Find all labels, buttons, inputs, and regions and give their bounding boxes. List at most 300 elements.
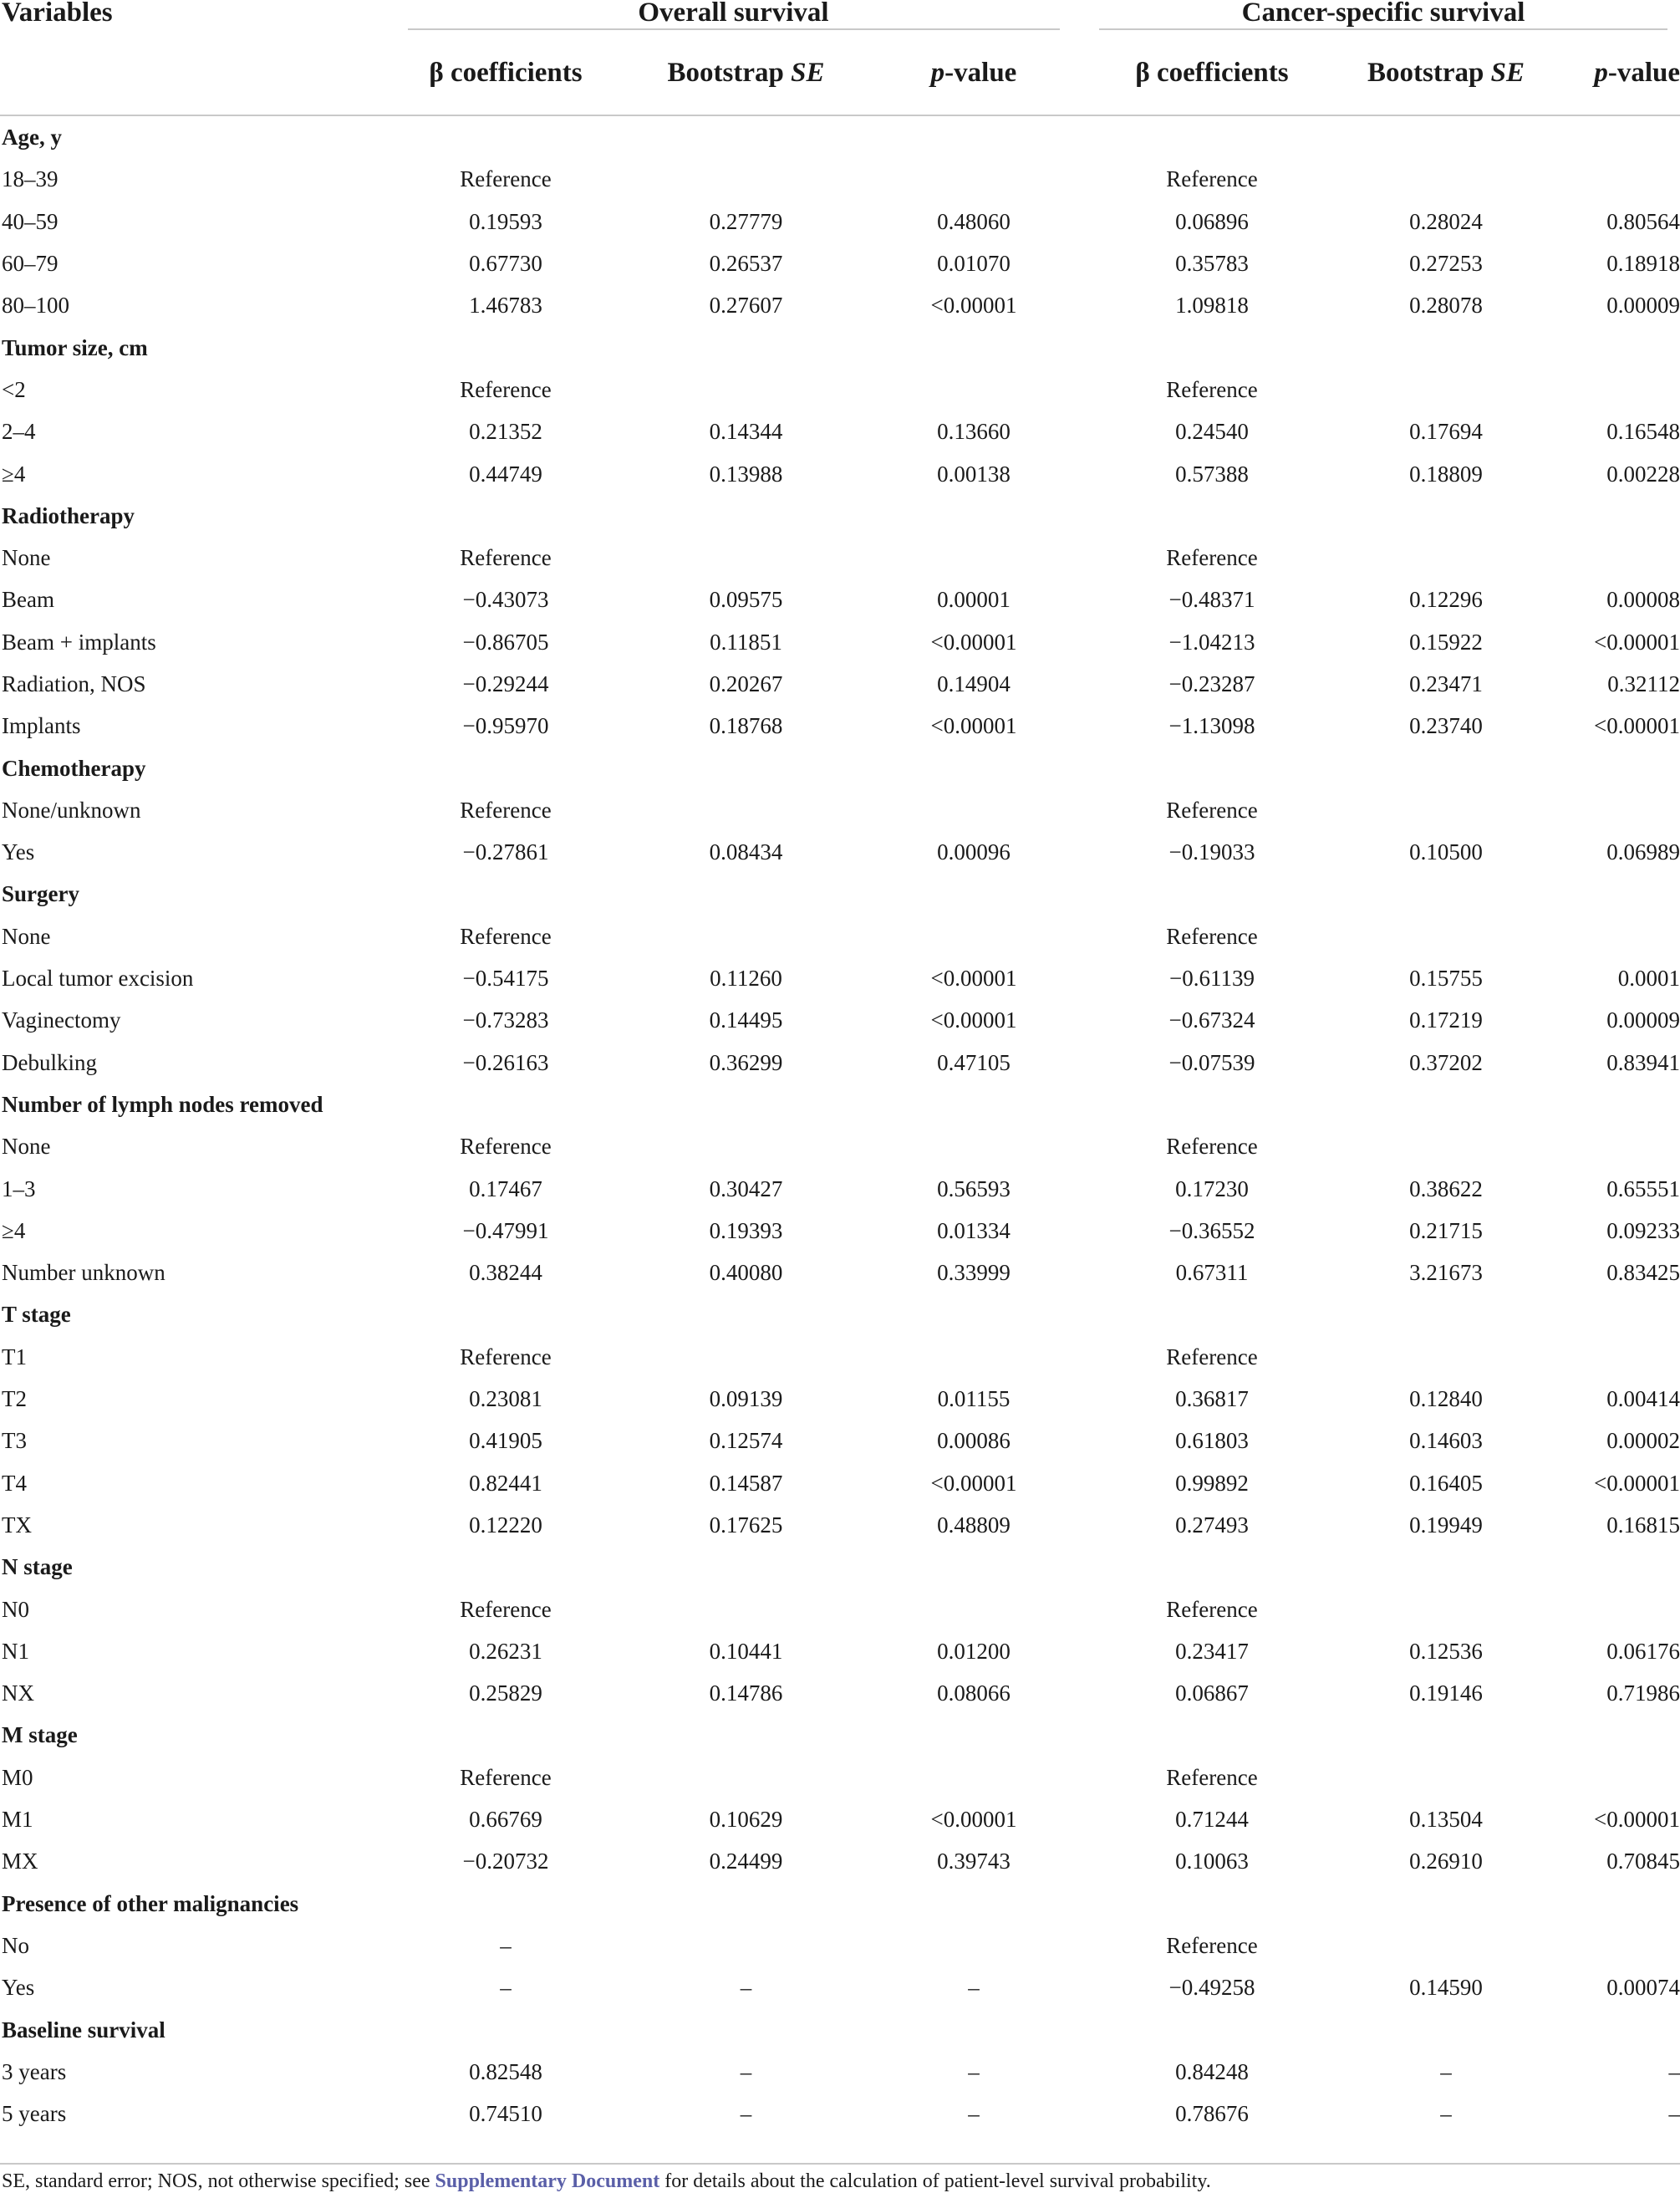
cell-cs-beta: Reference [1166,797,1258,823]
cell-cs-beta: Reference [1166,1596,1258,1622]
cell-cs-p: <0.00001 [1594,1470,1680,1496]
cell-cs-se [1337,1336,1555,1378]
overall-survival-group [380,0,1087,32]
cell-cs-p: 0.83425 [1606,1260,1680,1286]
row-label: Number unknown [2,1260,165,1286]
cancer-specific-survival-label: Cancer-specific survival [1099,0,1667,30]
cell-os-p: <0.00001 [930,713,1017,739]
cell-os-se: 0.11851 [710,629,782,655]
cell-os-beta [380,115,631,158]
cell-os-beta: 0.82548 [469,2058,542,2084]
cell-os-p: <0.00001 [930,293,1017,319]
section-row [0,1293,1680,1335]
cell-os-p [861,326,1087,368]
table-row [0,621,1680,663]
cell-os-p: 0.01070 [937,251,1011,277]
cell-os-p [861,1882,1087,1924]
cell-cs-p: 0.83941 [1606,1049,1680,1075]
cell-cs-se: 0.15922 [1409,629,1483,655]
cell-cs-p [1555,1336,1680,1378]
cell-os-beta: −0.54175 [462,966,549,992]
os-p-header-ital: p [930,58,945,88]
table-row [0,158,1680,200]
row-label: T1 [2,1344,27,1369]
table-row [0,579,1680,620]
row-label: None [2,1134,51,1160]
cell-os-p [861,915,1087,957]
footnote-text-after: for details about the calculation of patient-level survival probability. [659,2170,1211,2192]
table-row [0,1757,1680,1798]
table-row [0,242,1680,284]
table-row [0,2093,1680,2134]
cell-cs-p: 0.32112 [1607,671,1680,696]
row-label: T4 [2,1470,27,1496]
cell-os-p: 0.56593 [937,1175,1011,1201]
cell-cs-se [1337,1546,1555,1588]
table-row [0,2051,1680,2093]
cs-se-header [1337,32,1555,115]
cell-cs-beta: 0.36817 [1175,1386,1249,1412]
table-row [0,705,1680,747]
cell-os-beta: Reference [460,1596,552,1622]
cell-cs-p: <0.00001 [1594,629,1680,655]
footnote-text-before: SE, standard error; NOS, not otherwise specified; see [2,2170,435,2192]
cell-cs-beta: 0.35783 [1175,251,1249,277]
cell-os-se: 0.26537 [709,251,783,277]
section-row [0,873,1680,915]
cell-os-beta: 0.38244 [469,1260,542,1286]
cell-cs-se: 0.15755 [1409,966,1483,992]
cell-os-se: 0.09139 [709,1386,783,1412]
cell-cs-se [1337,1714,1555,1756]
cell-cs-p [1555,1882,1680,1924]
cell-cs-p: 0.18918 [1606,251,1680,277]
row-label: Vaginectomy [2,1007,121,1033]
cell-cs-beta: −1.13098 [1168,713,1255,739]
section-label: Baseline survival [2,2017,165,2042]
cell-cs-p [1555,915,1680,957]
table-row [0,957,1680,999]
cell-os-beta: −0.95970 [462,713,549,739]
cell-os-se: 0.19393 [709,1217,783,1243]
cell-os-beta: Reference [460,545,552,571]
os-p-header-suffix: -value [944,58,1017,88]
cell-os-beta [380,1714,631,1756]
row-label: M0 [2,1764,33,1790]
cell-cs-beta: Reference [1166,1932,1258,1958]
cell-cs-se: 0.12536 [1409,1638,1483,1664]
cell-os-p [861,115,1087,158]
row-label: TX [2,1512,32,1538]
overall-survival-label: Overall survival [408,0,1060,30]
cell-cs-p [1555,326,1680,368]
cell-cs-beta: −0.36552 [1168,1217,1255,1243]
cell-cs-p: 0.00009 [1606,1007,1680,1033]
cell-os-p: 0.00096 [937,839,1011,865]
group-header-row [0,0,1680,32]
cell-cs-p [1555,747,1680,788]
cell-cs-beta [1087,1084,1337,1125]
cell-os-beta [380,873,631,915]
cell-os-beta: −0.27861 [462,839,549,865]
cell-os-beta: −0.43073 [462,587,549,613]
row-label: 5 years [2,2101,67,2127]
row-label: Radiation, NOS [2,671,146,696]
cell-cs-se: 0.38622 [1409,1175,1483,1201]
cell-cs-se: – [1440,2058,1452,2084]
section-label: Presence of other malignancies [2,1890,299,1916]
cell-cs-p: 0.06176 [1606,1638,1680,1664]
row-label: None [2,545,51,571]
cell-cs-beta: 0.67311 [1175,1260,1249,1286]
cell-cs-beta: Reference [1166,923,1258,949]
row-label: Yes [2,1975,35,2001]
cell-os-se: 0.10629 [709,1807,783,1833]
cell-os-beta: 0.82441 [469,1470,542,1496]
cell-os-se [631,1293,861,1335]
cell-cs-beta: Reference [1166,166,1258,192]
table-row [0,789,1680,831]
cell-cs-p: 0.65551 [1606,1175,1680,1201]
row-label: 80–100 [2,293,69,319]
row-label: 60–79 [2,251,59,277]
cell-cs-se [1337,1882,1555,1924]
cell-os-se: 0.40080 [709,1260,783,1286]
cell-os-beta: −0.29244 [462,671,549,696]
cell-cs-beta: Reference [1166,545,1258,571]
cell-os-p: 0.01334 [937,1217,1011,1243]
table-row [0,284,1680,326]
cell-os-p: – [968,2058,980,2084]
cell-cs-p [1555,537,1680,579]
cell-cs-beta: 0.71244 [1175,1807,1249,1833]
cell-os-beta: – [500,1932,512,1958]
cell-os-se [631,115,861,158]
column-header-row [0,32,1680,115]
cell-cs-se: 0.26910 [1409,1849,1483,1874]
cell-cs-p [1555,158,1680,200]
cell-os-p: 0.08066 [937,1680,1011,1706]
section-row [0,495,1680,537]
row-label: N1 [2,1638,29,1664]
cell-os-beta [380,747,631,788]
cell-cs-beta: 0.06896 [1175,208,1249,234]
cell-cs-se: 0.19146 [1409,1680,1483,1706]
cell-os-se: 0.10441 [709,1638,783,1664]
cell-os-p [861,1925,1087,1966]
cell-cs-beta: 0.23417 [1175,1638,1249,1664]
cell-cs-beta [1087,1293,1337,1335]
cell-os-se [631,789,861,831]
cell-os-beta: Reference [460,1344,552,1369]
cell-cs-se [1337,873,1555,915]
table-row [0,999,1680,1041]
os-p-header [861,32,1087,115]
cell-cs-p: 0.71986 [1606,1680,1680,1706]
cell-cs-se [1337,1925,1555,1966]
table-row [0,1252,1680,1293]
row-label: M1 [2,1807,33,1833]
table-row [0,1925,1680,1966]
cell-os-beta: Reference [460,923,552,949]
cell-os-p [861,1293,1087,1335]
row-label: T2 [2,1386,27,1412]
row-label: 1–3 [2,1175,36,1201]
cell-os-p [861,1757,1087,1798]
table-row [0,1798,1680,1840]
cs-p-header [1555,32,1680,115]
cell-cs-beta: 0.78676 [1175,2101,1249,2127]
cs-se-header-ital: SE [1490,58,1525,88]
table-row [0,1504,1680,1546]
cell-os-beta: 0.25829 [469,1680,542,1706]
cell-os-se: – [740,2058,752,2084]
section-label: Surgery [2,881,79,907]
cell-cs-beta: −0.23287 [1168,671,1255,696]
section-row [0,115,1680,158]
section-label: T stage [2,1302,71,1328]
cell-cs-se: 0.23471 [1409,671,1483,696]
cell-os-se: 0.20267 [709,671,783,696]
table-row [0,1336,1680,1378]
cell-os-beta [380,2008,631,2050]
cell-os-se [631,158,861,200]
table-row [0,1462,1680,1504]
cell-cs-p [1555,1546,1680,1588]
section-label: M stage [2,1722,78,1748]
row-label: 18–39 [2,166,59,192]
cell-os-p: 0.39743 [937,1849,1011,1874]
cell-cs-se [1337,326,1555,368]
section-label: Age, y [2,125,62,150]
cell-os-p: 0.01200 [937,1638,1011,1664]
cell-os-p: 0.48060 [937,208,1011,234]
cell-cs-p [1555,1714,1680,1756]
cell-cs-se [1337,2008,1555,2050]
table-bottom-rule [0,2163,1680,2165]
cell-os-beta: 0.26231 [469,1638,542,1664]
cell-os-p: <0.00001 [930,966,1017,992]
row-label: <2 [2,376,26,402]
cell-os-p [861,369,1087,411]
cell-cs-se [1337,369,1555,411]
cell-cs-p: 0.16815 [1606,1512,1680,1538]
table-row [0,1840,1680,1882]
cell-os-p: 0.00086 [937,1428,1011,1454]
row-label: None/unknown [2,797,141,823]
row-label: Implants [2,713,81,739]
cell-os-p: 0.33999 [937,1260,1011,1286]
cell-os-se [631,1125,861,1167]
cell-cs-p: 0.00008 [1606,587,1680,613]
cell-cs-se: 0.28024 [1409,208,1483,234]
section-label: N stage [2,1554,73,1580]
cell-cs-p: 0.06989 [1606,839,1680,865]
table-row [0,201,1680,242]
table-footnote [2,2167,1211,2195]
cell-cs-beta: −0.67324 [1168,1007,1255,1033]
cell-cs-beta [1087,495,1337,537]
cell-os-se: 0.14495 [709,1007,783,1033]
cell-cs-se: 0.37202 [1409,1049,1483,1075]
cell-cs-p [1555,1084,1680,1125]
cs-p-header-ital: p [1594,58,1608,88]
cell-cs-se [1337,1293,1555,1335]
row-label: MX [2,1849,38,1874]
cell-os-se: 0.27779 [709,208,783,234]
cell-cs-se: 0.12296 [1409,587,1483,613]
cell-os-beta: 0.41905 [469,1428,542,1454]
table-row [0,1672,1680,1714]
cell-cs-se [1337,1084,1555,1125]
cs-p-header-suffix: -value [1607,58,1680,88]
row-label: NX [2,1680,34,1706]
section-label: Number of lymph nodes removed [2,1091,323,1117]
os-se-header [631,32,861,115]
cell-os-se [631,1925,861,1966]
row-label: 2–4 [2,419,36,445]
cell-os-se [631,369,861,411]
cell-cs-beta: 0.84248 [1175,2058,1249,2084]
cell-os-se: 0.27607 [709,293,783,319]
cell-os-p: <0.00001 [930,629,1017,655]
cell-cs-se [1337,1757,1555,1798]
cell-cs-se [1337,747,1555,788]
cell-os-beta [380,1084,631,1125]
cell-os-beta: – [500,1975,512,2001]
cell-cs-se: 0.18809 [1409,461,1483,487]
row-label: ≥4 [2,461,26,487]
cell-os-p: 0.01155 [937,1386,1011,1412]
cell-os-p: 0.00138 [937,461,1011,487]
row-label: ≥4 [2,1217,26,1243]
cell-cs-p: 0.00002 [1606,1428,1680,1454]
cell-cs-se: 0.14590 [1409,1975,1483,2001]
cell-os-se [631,1336,861,1378]
cell-cs-p: 0.0001 [1617,966,1680,992]
cell-os-beta: 0.74510 [469,2101,542,2127]
cell-cs-p: 0.00228 [1606,461,1680,487]
cell-cs-p [1555,115,1680,158]
cell-cs-beta: −0.07539 [1168,1049,1255,1075]
cell-os-se: 0.30427 [709,1175,783,1201]
cell-os-beta: −0.47991 [462,1217,549,1243]
variables-header: Variables [2,0,113,28]
cell-os-p [861,789,1087,831]
table-row [0,1588,1680,1629]
cell-os-se: 0.14786 [709,1680,783,1706]
cell-cs-beta: 0.24540 [1175,419,1249,445]
cell-os-p: – [968,1975,980,2001]
table-head [0,0,1680,115]
cell-os-beta: Reference [460,1134,552,1160]
cell-cs-beta [1087,1882,1337,1924]
table-row [0,1630,1680,1672]
cell-os-se [631,2008,861,2050]
table-row [0,1210,1680,1252]
section-label: Radiotherapy [2,502,135,528]
row-label: T3 [2,1428,27,1454]
cell-os-p [861,1336,1087,1378]
cell-cs-p: – [1668,2058,1680,2084]
cs-beta-header: β coefficients [1087,32,1337,115]
row-label: 3 years [2,2058,67,2084]
table-row [0,1042,1680,1084]
cell-cs-se: 3.21673 [1409,1260,1483,1286]
cell-cs-beta: 0.17230 [1175,1175,1249,1201]
variables-subheader-empty [0,32,380,115]
supplementary-document-link[interactable]: Supplementary Document [435,2170,660,2192]
cell-os-se: 0.13988 [709,461,783,487]
cell-cs-p: 0.00074 [1606,1975,1680,2001]
cell-cs-beta: 1.09818 [1175,293,1249,319]
cell-os-p: 0.48809 [937,1512,1011,1538]
cell-os-p [861,495,1087,537]
cell-os-beta: Reference [460,376,552,402]
cell-cs-beta: −0.61139 [1169,966,1255,992]
cell-cs-p: <0.00001 [1594,1807,1680,1833]
cell-cs-beta [1087,873,1337,915]
cell-os-p: 0.14904 [937,671,1011,696]
cell-cs-se [1337,537,1555,579]
table-row [0,411,1680,452]
os-se-header-ital: SE [791,58,825,88]
cell-os-se: 0.18768 [709,713,783,739]
cell-cs-beta: Reference [1166,1344,1258,1369]
cell-os-beta: 0.66769 [469,1807,542,1833]
section-row [0,326,1680,368]
cell-os-beta: 1.46783 [469,293,542,319]
cell-os-p: – [968,2101,980,2127]
section-label: Tumor size, cm [2,334,148,360]
cell-os-p [861,537,1087,579]
row-label: None [2,923,51,949]
cell-os-se: 0.36299 [709,1049,783,1075]
cell-os-beta: Reference [460,166,552,192]
cell-os-p [861,2008,1087,2050]
cell-os-beta: 0.67730 [469,251,542,277]
cell-cs-se: 0.16405 [1409,1470,1483,1496]
table-row [0,1167,1680,1209]
row-label: Debulking [2,1049,97,1075]
cell-cs-se: 0.28078 [1409,293,1483,319]
cell-os-p [861,1588,1087,1629]
table-row [0,537,1680,579]
cell-cs-se: – [1440,2101,1452,2127]
os-se-header-prefix: Bootstrap [667,58,792,88]
cell-cs-se: 0.23740 [1409,713,1483,739]
cell-os-p [861,747,1087,788]
cell-os-se [631,537,861,579]
cell-cs-p [1555,1925,1680,1966]
section-row [0,2008,1680,2050]
cell-os-se: – [740,1975,752,2001]
table-row [0,452,1680,494]
cell-cs-beta [1087,1546,1337,1588]
cell-cs-p [1555,1757,1680,1798]
table-row [0,1966,1680,2008]
cell-os-beta: −0.20732 [462,1849,549,1874]
cell-os-se: 0.11260 [710,966,782,992]
table-row [0,369,1680,411]
cell-cs-se: 0.12840 [1409,1386,1483,1412]
table-row [0,1420,1680,1461]
cell-cs-p: 0.80564 [1606,208,1680,234]
cell-cs-se: 0.14603 [1409,1428,1483,1454]
cell-cs-se: 0.21715 [1409,1217,1483,1243]
table-body [0,115,1680,2134]
cell-os-p: <0.00001 [930,1470,1017,1496]
